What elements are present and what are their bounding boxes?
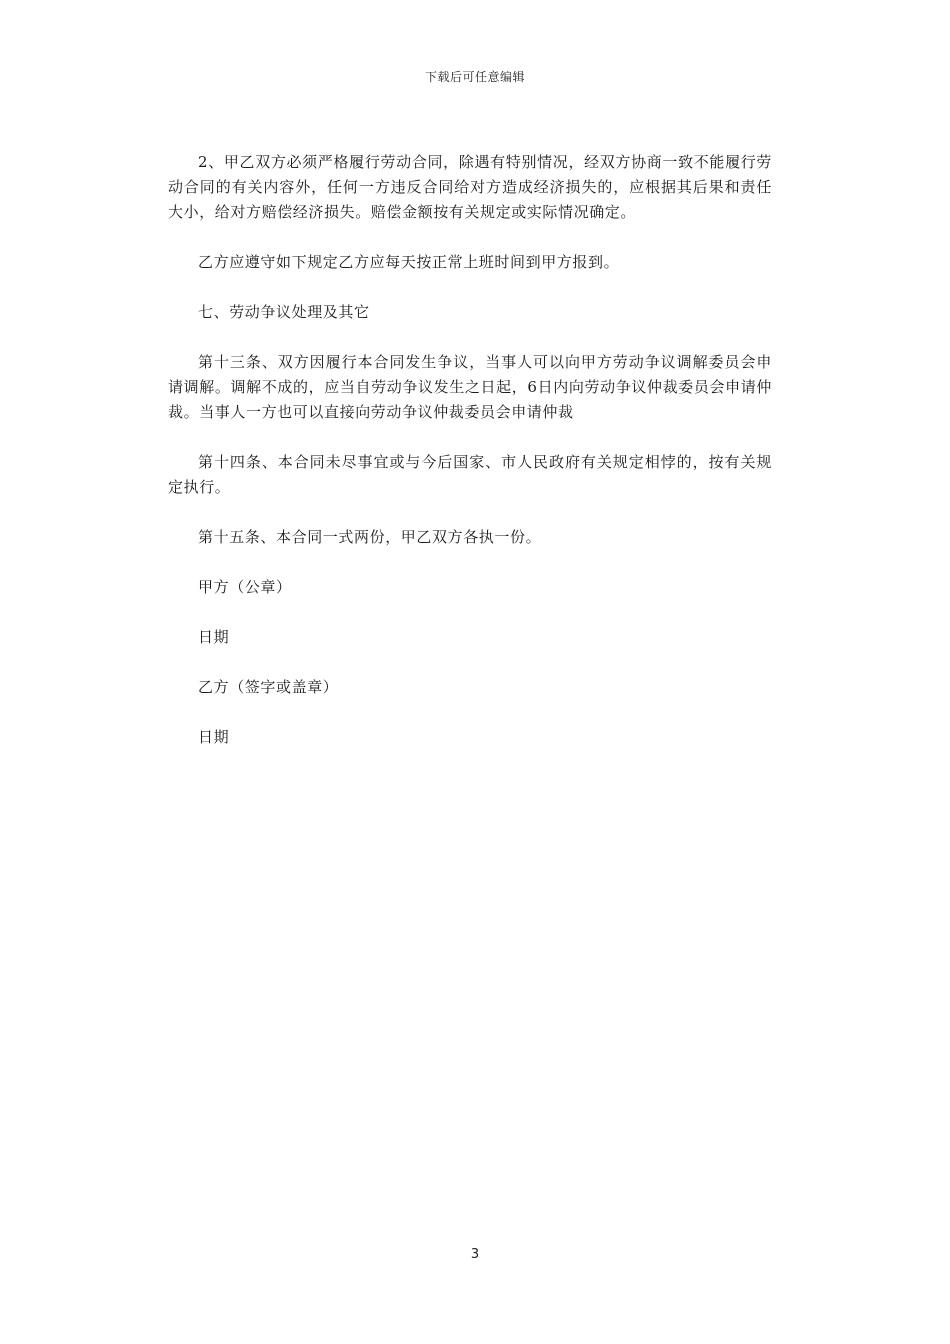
date-party-b: 日期 [198,728,230,746]
date-party-a: 日期 [198,628,230,646]
page-header: 下载后可任意编辑 [424,70,525,84]
paragraph-attendance-rule: 乙方应遵守如下规定乙方应每天按正常上班时间到甲方报到。 [198,253,620,271]
page-number: 3 [470,1247,480,1262]
paragraph-article-15: 第十五条、本合同一式两份，甲乙双方各执一份。 [198,528,542,546]
paragraph-article-13: 第十三条、双方因履行本合同发生争议，当事人可以向甲方劳动争议调解委员会申请调解。调解不成的，应当自劳动争议发生之日起，6日内向劳动争议仲裁委员会申请仲裁。当事人一方也可以直接向劳动争议仲裁委员会申请仲裁 [168,353,772,421]
document-body [168,150,772,775]
paragraph-compensation-clause: 2、甲乙双方必须严格履行劳动合同，除遇有特别情况，经双方协商一致不能履行劳动合同的有关内容外，任何一方违反合同给对方造成经济损失的，应根据其后果和责任大小，给对方赔偿经济损失。赔偿金额按有关规定或实际情况确定。 [168,153,772,221]
signature-party-b: 乙方（签字或盖章） [198,678,339,696]
paragraph-article-14: 第十四条、本合同未尽事宜或与今后国家、市人民政府有关规定相悖的，按有关规定执行。 [168,453,772,496]
signature-party-a: 甲方（公章） [198,578,292,596]
section-heading-disputes: 七、劳动争议处理及其它 [198,303,370,321]
